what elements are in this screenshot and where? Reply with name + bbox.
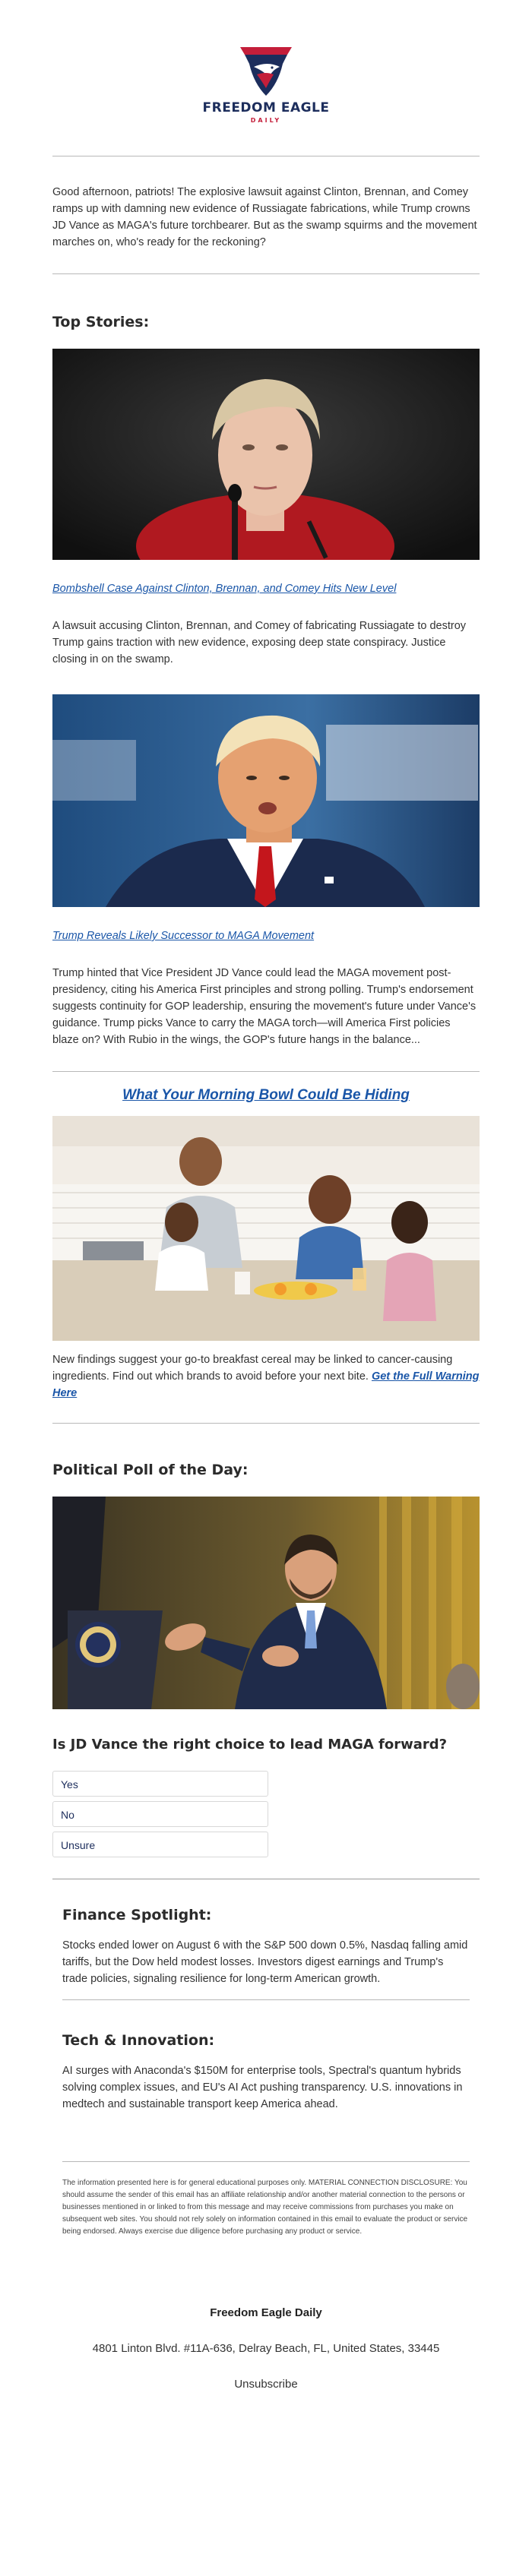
- ad-image[interactable]: [52, 1116, 480, 1341]
- tech-body: AI surges with Anaconda's $150M for enterprise tools, Spectral's quantum hybrids solving complex issues, and EU's AI Act pushing transparency. U.S. innovations in medtech and sustainable transport keep America ahead.: [62, 2065, 463, 2110]
- story-title-link[interactable]: Bombshell Case Against Clinton, Brennan, and Comey Hits New Level: [52, 583, 397, 595]
- ad-body: [0, 1351, 532, 1402]
- trump-photo: [52, 694, 480, 907]
- finance-heading: Finance Spotlight:: [62, 1907, 212, 1923]
- clinton-photo: [52, 349, 480, 560]
- brand-name: FREEDOM EAGLE: [202, 100, 330, 115]
- footer-brand-name: Freedom Eagle Daily: [210, 2306, 322, 2319]
- poll-option-no[interactable]: No: [52, 1801, 268, 1827]
- disclaimer-text: The information presented here is for general educational purposes only. MATERIAL CONNECTION DISCLOSURE: You should assume the sender of this email has an affiliate relationship and/or another material connection to the persons or businesses mentioned in or linked to from this message and may receive commissions from purchases you make on subsequent web sites. You should not rely solely on information contained in this email to evaluate the product or service being endorsed. Always exercise due diligence before purchasing any product or service.: [62, 2179, 468, 2236]
- poll-image: [52, 1497, 480, 1709]
- unsubscribe-link[interactable]: Unsubscribe: [234, 2378, 298, 2391]
- poll-question: Is JD Vance the right choice to lead MAGA forward?: [52, 1737, 448, 1753]
- story-summary: Trump hinted that Vice President JD Vance could lead the MAGA movement post-presidency, citing his America First principles and strong polling. Trump's endorsement suggests continuity for GOP leadership, ensuring the movement's future under Vance's guidance. Trump picks Vance to carry the MAGA torch—will America First policies blaze on? With Rubio in the wings, the GOP's future hangs in the balance...: [52, 967, 477, 1046]
- top-stories-heading: Top Stories:: [52, 314, 150, 330]
- footer-address: 4801 Linton Blvd. #11A-636, Delray Beach, FL, United States, 33445: [92, 2342, 440, 2355]
- finance-body: Stocks ended lower on August 6 with the S&P 500 down 0.5%, Nasdaq falling amid tariffs, but the Dow held modest losses. Investors digest earnings and Trump's trade policies, signaling resilience for long-term American growth.: [62, 1939, 468, 1985]
- poll-heading: Political Poll of the Day:: [52, 1462, 249, 1478]
- ad-cta-link[interactable]: Get the Full Warning Here: [52, 1370, 480, 1399]
- eagle-shield-logo-icon: [234, 44, 298, 99]
- vance-podium-photo: [52, 1497, 480, 1709]
- sponsored-ad: [0, 1087, 532, 1402]
- story-image[interactable]: [52, 694, 480, 907]
- poll-option-unsure[interactable]: Unsure: [52, 1832, 268, 1857]
- intro-paragraph: Good afternoon, patriots! The explosive lawsuit against Clinton, Brennan, and Comey ramps up with damning new evidence of Russiagate fabrications, while Trump crowns JD Vance as MAGA's future torchbearer. But as the swamp squirms and the movement marches on, who's ready for the reckoning?: [52, 186, 477, 248]
- brand-tagline: DAILY: [250, 117, 282, 124]
- story-summary: A lawsuit accusing Clinton, Brennan, and Comey of fabricating Russiagate to destroy Trump gains traction with new evidence, exposing deep state conspiracy. Justice closing in on the swamp.: [52, 620, 467, 665]
- story-title-link[interactable]: Trump Reveals Likely Successor to MAGA Movement: [52, 930, 315, 942]
- ad-title-link[interactable]: What Your Morning Bowl Could Be Hiding: [122, 1087, 410, 1103]
- story-image[interactable]: [52, 349, 480, 560]
- ad-body-text: New findings suggest your go-to breakfast cereal may be linked to cancer-causing ingredients. Find out which brands to avoid before your next bite.: [52, 1354, 453, 1383]
- family-breakfast-photo: [52, 1116, 480, 1341]
- poll-option-yes[interactable]: Yes: [52, 1771, 268, 1797]
- brand-header: [0, 0, 532, 156]
- tech-heading: Tech & Innovation:: [62, 2032, 215, 2049]
